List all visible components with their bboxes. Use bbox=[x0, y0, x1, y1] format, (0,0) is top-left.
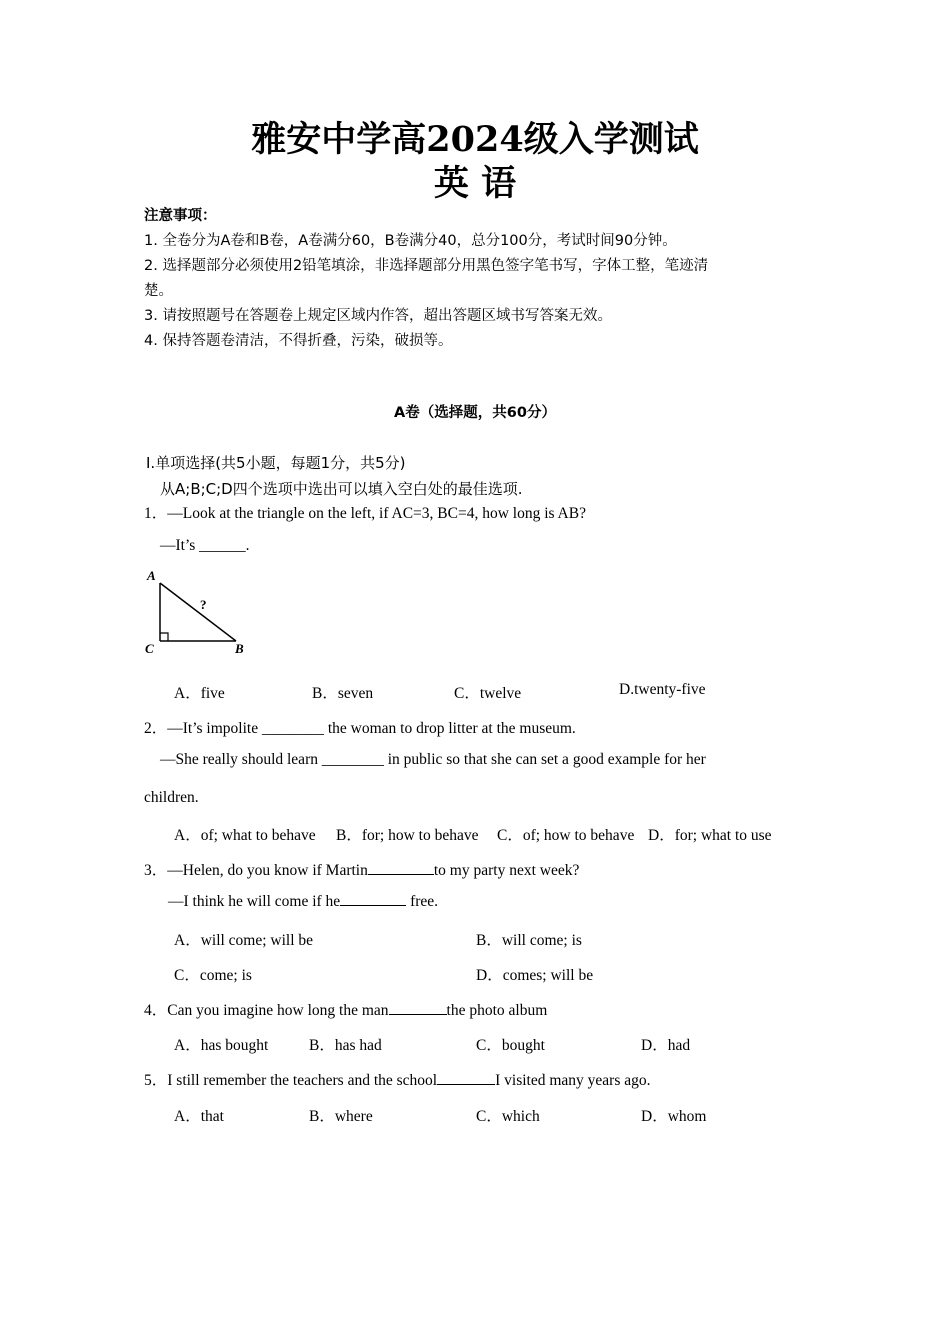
right-angle-mark bbox=[160, 633, 168, 641]
part-instruction: 从A;B;C;D四个选项中选出可以填入空白处的最佳选项. bbox=[160, 480, 523, 498]
notice-item: 2. 选择题部分必须使用2铅笔填涂，非选择题部分用黑色签字笔书写，字体工整，笔迹清 bbox=[144, 258, 709, 274]
option: B．has had bbox=[309, 1037, 382, 1054]
question-4-stem bbox=[144, 998, 547, 1020]
question-1-reply: —It’s ______. bbox=[160, 537, 250, 554]
option: C．twelve bbox=[454, 685, 522, 702]
question-3-stem bbox=[144, 858, 579, 880]
answer-blank bbox=[368, 862, 434, 875]
option: A．has bought bbox=[174, 1037, 269, 1054]
option: C．of; how to behave bbox=[497, 827, 635, 844]
option: B．will come; is bbox=[476, 932, 582, 949]
question-2-reply-cont: children. bbox=[144, 789, 199, 806]
vertex-a-label: A bbox=[147, 568, 156, 583]
option: D.twenty-five bbox=[619, 681, 706, 698]
exam-title: 雅安中学高2024级入学测试 bbox=[251, 119, 699, 160]
option: B．seven bbox=[312, 685, 374, 702]
option: B．where bbox=[309, 1108, 373, 1125]
exam-subject: 英 语 bbox=[433, 163, 517, 204]
notice-heading: 注意事项： bbox=[144, 208, 217, 224]
option: A．five bbox=[174, 685, 225, 702]
triangle-figure bbox=[140, 565, 250, 657]
option: A．that bbox=[174, 1108, 224, 1125]
vertex-c-label: C bbox=[145, 641, 154, 656]
notice-item: 3. 请按照题号在答题卷上规定区域内作答，超出答题区域书写答案无效。 bbox=[144, 308, 612, 324]
question-2-reply: —She really should learn ________ in public so that she can set a good example for her bbox=[160, 751, 706, 768]
side-ab bbox=[160, 583, 236, 641]
notice-item: 4. 保持答题卷清洁，不得折叠，污染，破损等。 bbox=[144, 333, 453, 349]
question-5-stem-start: 5．I still remember the teachers and the school bbox=[144, 1072, 438, 1089]
option: C．bought bbox=[476, 1037, 545, 1054]
option: C．which bbox=[476, 1108, 540, 1125]
option: D．whom bbox=[641, 1108, 707, 1125]
notice-item: 1. 全卷分为A卷和B卷，A卷满分60，B卷满分40，总分100分，考试时间90分钟。 bbox=[144, 233, 677, 249]
option: D．for; what to use bbox=[648, 827, 772, 844]
question-3-stem-end: to my party next week? bbox=[433, 862, 580, 879]
answer-blank bbox=[437, 1072, 495, 1085]
question-3-reply-end: free. bbox=[406, 893, 439, 910]
option: B．for; how to behave bbox=[336, 827, 479, 844]
question-3-reply-start: —I think he will come if he bbox=[168, 893, 341, 910]
option: C．come; is bbox=[174, 967, 252, 984]
option: D．comes; will be bbox=[476, 967, 594, 984]
answer-blank bbox=[340, 893, 406, 906]
option: A．will come; will be bbox=[174, 932, 314, 949]
notice-item: 楚。 bbox=[144, 283, 173, 299]
answer-blank bbox=[389, 1002, 447, 1015]
question-3-reply bbox=[168, 893, 438, 911]
question-1-stem: 1．—Look at the triangle on the left, if AC=3, BC=4, how long is AB? bbox=[144, 505, 586, 522]
option: A．of; what to behave bbox=[174, 827, 316, 844]
option: D．had bbox=[641, 1037, 691, 1054]
question-4-stem-end: the photo album bbox=[446, 1002, 548, 1019]
unknown-side-label: ? bbox=[200, 597, 207, 612]
question-5-stem-end: I visited many years ago. bbox=[495, 1072, 651, 1089]
question-3-stem-start: 3．—Helen, do you know if Martin bbox=[144, 862, 368, 879]
question-2-stem: 2．—It’s impolite ________ the woman to drop litter at the museum. bbox=[144, 720, 576, 737]
question-4-stem-start: 4．Can you imagine how long the man bbox=[144, 1002, 389, 1019]
question-5-stem bbox=[144, 1068, 651, 1090]
vertex-b-label: B bbox=[235, 641, 244, 656]
part-heading: Ⅰ.单项选择(共5小题，每题1分，共5分) bbox=[146, 454, 406, 472]
section-a-heading: A卷（选择题，共60分） bbox=[394, 405, 556, 421]
